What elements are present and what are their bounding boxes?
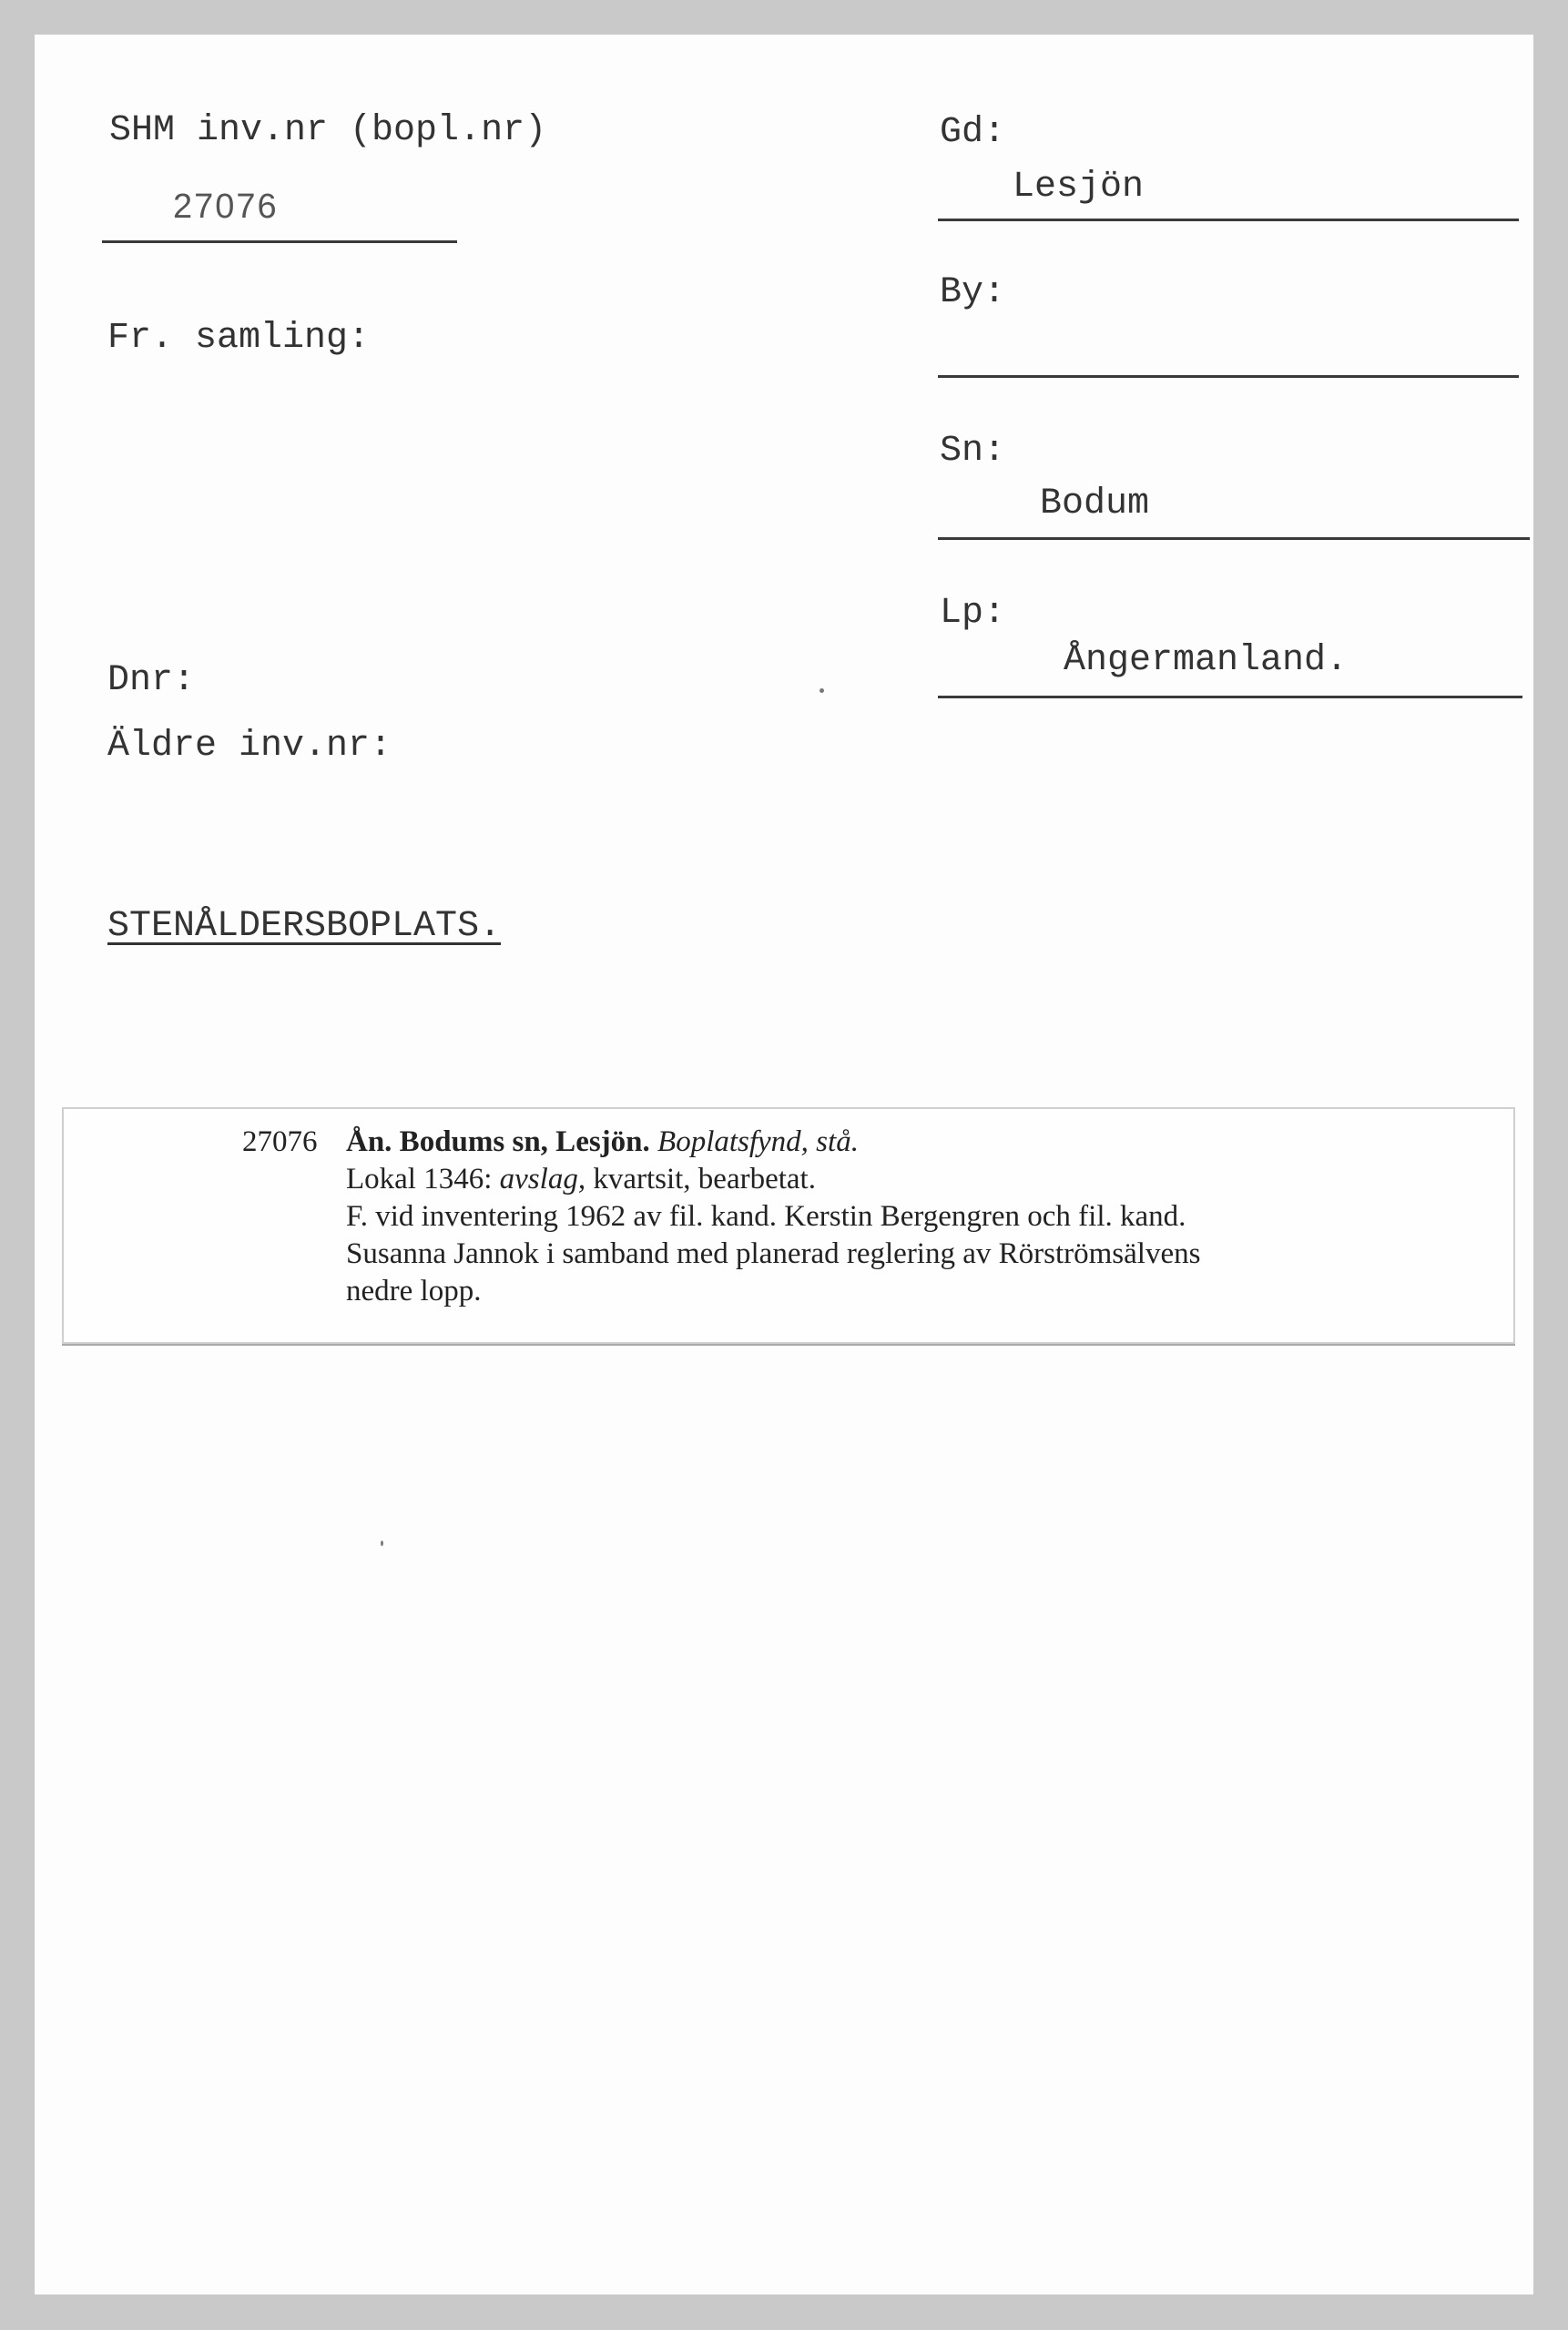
gd-label: Gd: bbox=[940, 112, 1006, 153]
slip-inv-number: 27076 bbox=[242, 1125, 318, 1158]
sn-label: Sn: bbox=[940, 431, 1006, 472]
lp-label: Lp: bbox=[940, 593, 1006, 634]
gd-value: Lesjön bbox=[1013, 167, 1145, 208]
scan-speck bbox=[820, 688, 824, 693]
slip-line-2 bbox=[346, 1161, 1512, 1198]
lp-value: Ångermanland. bbox=[1064, 640, 1349, 681]
site-type-heading: STENÅLDERSBOPLATS. bbox=[107, 906, 502, 947]
slip-line-5: nedre lopp. bbox=[346, 1275, 482, 1307]
lp-underline bbox=[938, 696, 1522, 698]
slip-locality: Ån. Bodums sn, Lesjön. bbox=[346, 1125, 650, 1158]
by-label: By: bbox=[940, 272, 1006, 313]
slip-line-3: F. vid inventering 1962 av fil. kand. Kerstin Bergengren och fil. kand. bbox=[346, 1200, 1186, 1233]
gd-underline bbox=[938, 219, 1519, 221]
pasted-catalog-slip bbox=[62, 1107, 1515, 1344]
aldre-inv-nr-label: Äldre inv.nr: bbox=[107, 726, 392, 767]
by-underline bbox=[938, 375, 1519, 378]
slip-lokal: Lokal 1346: bbox=[346, 1163, 493, 1196]
fr-samling-label: Fr. samling: bbox=[107, 318, 371, 359]
slip-line-4: Susanna Jannok i samband med planerad reglering av Rörströmsälvens bbox=[346, 1237, 1201, 1270]
slip-material: kvartsit, bearbetat. bbox=[593, 1163, 816, 1196]
sn-underline bbox=[938, 537, 1530, 540]
inv-nr-value: 27076 bbox=[173, 188, 279, 226]
dnr-label: Dnr: bbox=[107, 660, 196, 701]
sn-value: Bodum bbox=[1040, 483, 1150, 524]
slip-material-italic: avslag, bbox=[499, 1163, 586, 1196]
slip-line-1 bbox=[346, 1124, 1512, 1161]
inv-nr-underline bbox=[102, 240, 457, 243]
scan-speck bbox=[381, 1541, 383, 1546]
inv-nr-label: SHM inv.nr (bopl.nr) bbox=[109, 110, 547, 151]
slip-find-type: Boplatsfynd, stå. bbox=[657, 1125, 859, 1158]
